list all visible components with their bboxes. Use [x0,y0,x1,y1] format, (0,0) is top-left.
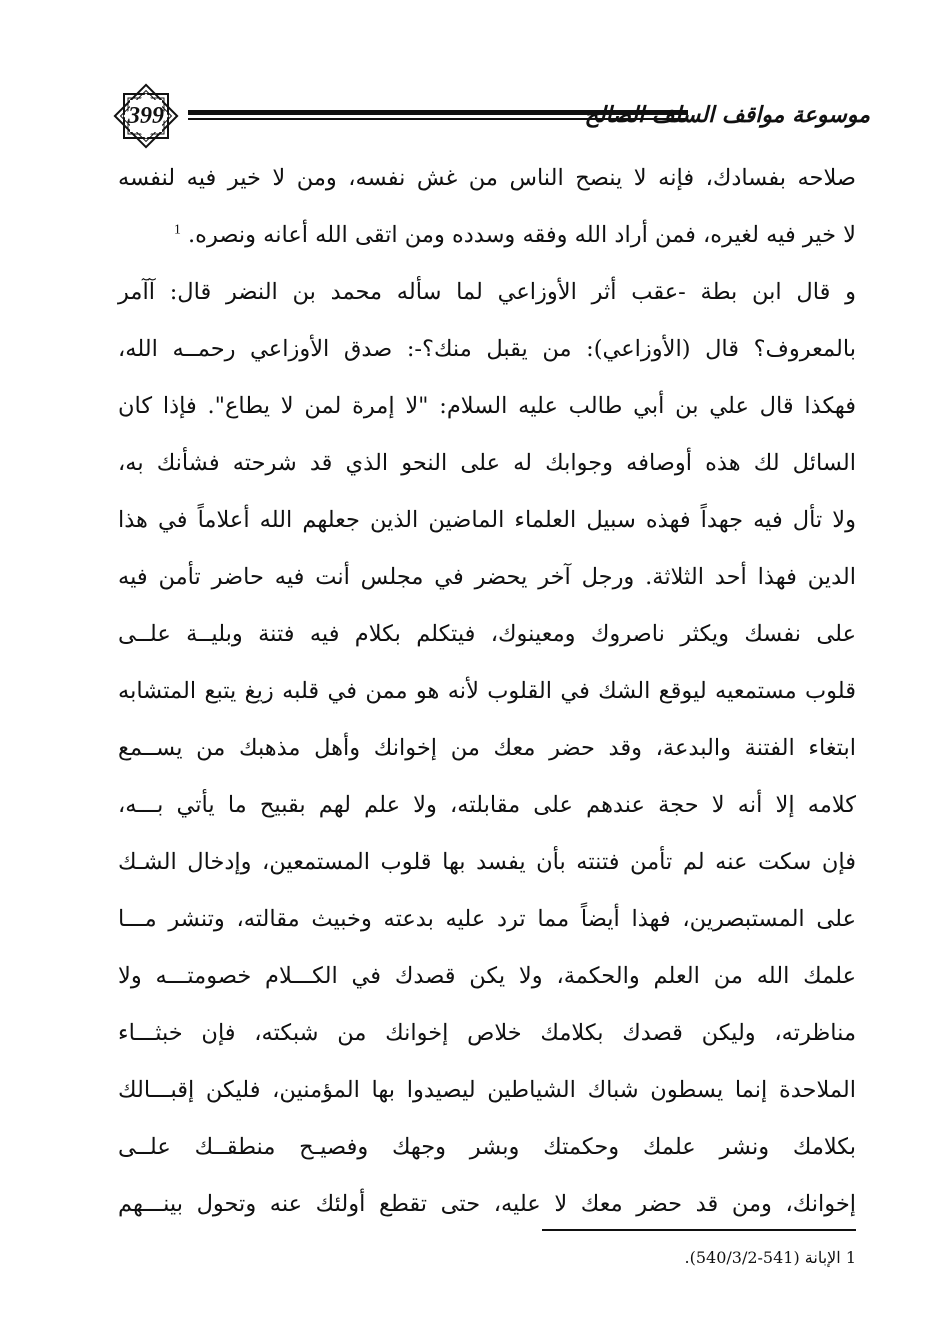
text-line [118,207,856,264]
page-number: 399 [128,102,164,129]
footnote: 1 الإبانة (541-540/3/2). [684,1248,856,1267]
footnote-separator [542,1229,856,1231]
text-line: علمك الله من العلم والحكمة، ولا يكن قصدك في الكـــلام خصومتـــه ولا [118,963,856,989]
page-header [110,80,870,152]
text-line: الملاحدة إنما يسطون شباك الشياطين ليصيدوا بها المؤمنين، فليكن إقبـــالك [118,1077,856,1103]
text-line: فإن سكت عنه لم تأمن فتنته بأن يفسد بها قلوب المستمعين، وإدخال الشـك [118,849,856,875]
footnote-reference[interactable]: 1 [173,222,181,238]
text-line: ابتغاء الفتنة والبدعة، وقد حضر معك من إخوانك وأهل مذهبك من يســمع [118,735,856,761]
text-line: و قال ابن بطة -عقب أثر الأوزاعي لما سأله محمد بن النضر قال: آآمر [118,279,856,305]
text-line-content: لا خير فيه لغيره، فمن أراد الله وفقه وسدده ومن اتقى الله أعانه ونصره. [188,222,856,248]
text-line: السائل لك هذه أوصافه وجوابك له على النحو الذي قد شرحته فشأنك به، [118,450,856,476]
text-line: فهكذا قال علي بن أبي طالب عليه السلام: "لا إمرة لمن لا يطاع". فإذا كان [118,393,856,419]
body-text [118,150,856,1233]
text-line: على نفسك ويكثر ناصروك ومعينوك، فيتكلم بكلام فيه فتنة وبليــة علــى [118,621,856,647]
page-number-badge [110,80,182,152]
text-line: الدين فهذا أحد الثلاثة. ورجل آخر يحضر في مجلس أنت فيه حاضر تأمن فيه [118,564,856,590]
series-title: موسوعة مواقف السلف الصالح [584,102,870,128]
text-line: ولا تأل فيه جهداً فهذه سبيل العلماء الماضين الذين جعلهم الله أعلاماً في هذا [118,507,856,533]
text-line: على المستبصرين، فهذا أيضاً مما ترد عليه بدعته وخبيث مقالته، وتنشر مـــا [118,906,856,932]
text-line: إخوانك، ومن قد حضر معك لا عليه، حتى تقطع أولئك عنه وتحول بينـــهم [118,1191,856,1217]
text-line: بكلامك ونشر علمك وحكمتك وبشر وجهك وفصيـح منطقــك علــى [118,1134,856,1160]
text-line: بالمعروف؟ قال (الأوزاعي): من يقبل منك؟-: صدق الأوزاعي رحمــه الله، [118,336,856,362]
text-line: مناظرته، وليكن قصدك بكلامك خلاص إخوانك من شبكته، فإن خبثـــاء [118,1020,856,1046]
text-line: صلاحه بفسادك، فإنه لا ينصح الناس من غش نفسه، ومن لا خير فيه لنفسه [118,165,856,191]
text-line: كلامه إلا أنه لا حجة عندهم على مقابلته، ولا علم لهم بقبيح ما يأتي بـــه، [118,792,856,818]
text-line: قلوب مستمعيه ليوقع الشك في القلوب لأنه هو ممن في قلبه زيغ يتبع المتشابه [118,678,856,704]
